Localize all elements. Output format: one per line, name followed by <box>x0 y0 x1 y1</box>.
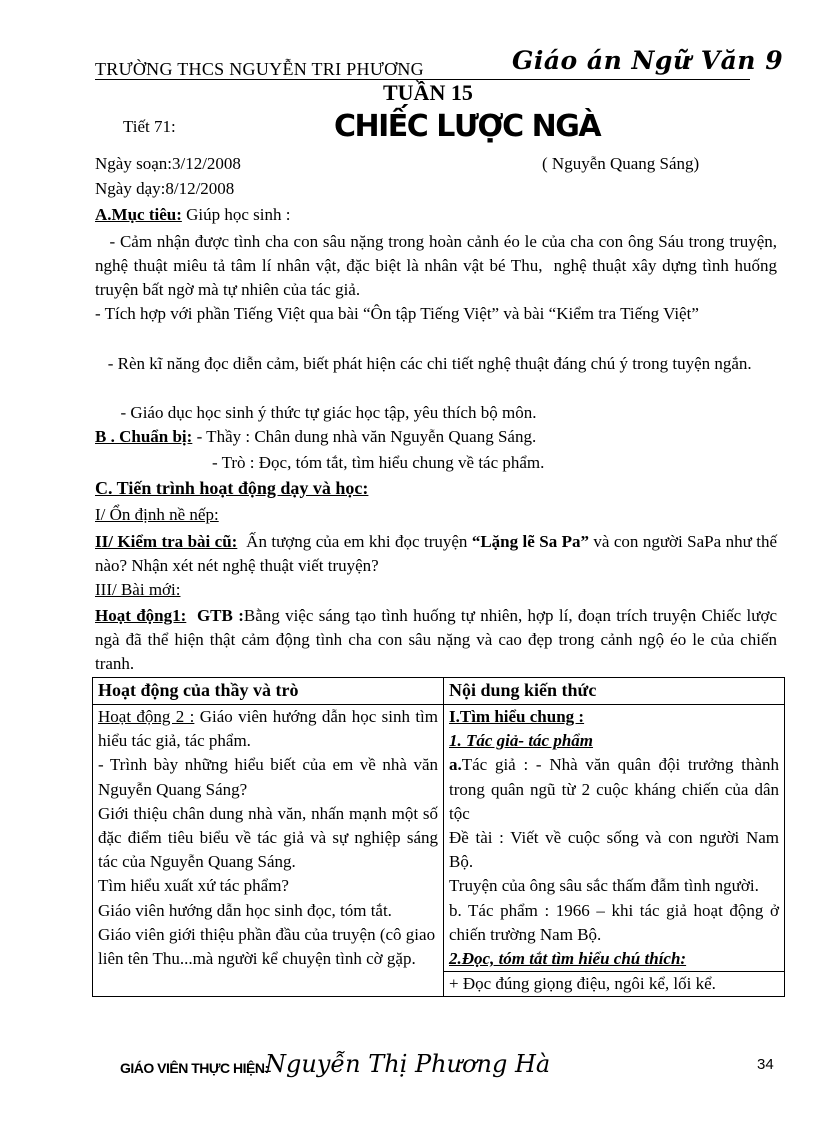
week-label: TUẦN 15 <box>383 80 473 105</box>
activity-2-text: Giáo viên hướng dẫn học sinh tìm hiểu tác giả, tác phẩm. <box>98 707 438 751</box>
process-heading: C. Tiến trình hoạt động dạy và học: <box>95 478 369 498</box>
topic-info: Đề tài : Viết về cuộc sống và con người Nam Bộ. <box>449 828 779 872</box>
step-1: I/ Ổn định nề nếp: <box>95 505 219 524</box>
objectives-intro: Giúp học sinh : <box>181 205 291 224</box>
activity-1-gtb: GTB : <box>186 606 244 625</box>
page-number: 34 <box>757 1056 774 1073</box>
activity-1-label: Hoạt động1: <box>95 606 187 625</box>
teacher-label: GIÁO VIÊN THỰC HIỆN: <box>120 1060 269 1076</box>
objective-1: - Cảm nhận được tình cha con sâu nặng trong hoàn cảnh éo le của cha con ông Sáu trong truyện, nghệ thuật miêu tả tâm lí nhân vật, đặc biệt là nhân vật bé Thu, nghệ thuật xây dựng tình huống truyện bất ngờ mà tự nhiên của tác giả. <box>95 232 782 299</box>
prepared-label: Ngày soạn: <box>95 154 172 173</box>
author-info-text: Tác giả : - Nhà văn quân đội trưởng thành trong quân ngũ từ 2 cuộc kháng chiến của dân tộc <box>449 755 779 823</box>
left-line-5: Giáo viên giới thiệu phần đầu của truyện (cô giao liên tên Thu...mà người kể chuyện tình cờ gặp. <box>98 924 436 969</box>
activity-1 <box>95 604 782 676</box>
preparation-heading: B . Chuẩn bị: <box>95 427 193 446</box>
lesson-plan-table <box>92 677 785 997</box>
activity-2-label: Hoạt động 2 : <box>98 707 195 726</box>
objectives-heading-line <box>95 205 290 225</box>
prepared-date: 3/12/2008 <box>171 154 241 173</box>
step-3: III/ Bài mới: <box>95 580 181 599</box>
header-teacher-student: Hoạt động của thầy và trò <box>93 678 444 705</box>
author-info <box>449 753 779 826</box>
objective-3: - Rèn kĩ năng đọc diễn cảm, biết phát hiện các chi tiết nghệ thuật đáng chú ý trong tuyện ngắn. <box>95 354 752 373</box>
review-text-b: và con người SaPa như thế nào? Nhận xét nét nghệ thuật viết truyện? <box>95 532 782 575</box>
story-author: ( Nguyễn Quang Sáng) <box>542 154 700 173</box>
reading-guidance: + Đọc đúng giọng điệu, ngôi kể, lối kể. <box>444 971 784 996</box>
review-paragraph <box>95 530 782 578</box>
activity-1-text: Bằng việc sáng tạo tình huống tự nhiên, hợp lí, đoạn trích truyện Chiếc lược ngà đã thể hiện thật cảm động tình cha con sâu nặng và cao đẹp trong cảnh ngộ éo le của chiến tranh. <box>95 606 782 673</box>
school-name: TRƯỜNG THCS NGUYỄN TRI PHƯƠNG <box>95 59 424 76</box>
left-line-4: Giáo viên hướng dẫn học sinh đọc, tóm tắt. <box>98 900 392 920</box>
activity-2 <box>98 705 438 753</box>
preparation-student: - Trò : Đọc, tóm tắt, tìm hiểu chung về tác phẩm. <box>212 453 545 472</box>
knowledge-cell <box>444 705 785 997</box>
left-line-1: - Trình bày những hiểu biết của em về nhà văn Nguyễn Quang Sáng? <box>98 755 438 799</box>
review-heading: II/ Kiểm tra bài cũ: <box>95 532 238 551</box>
objectives-heading: A.Mục tiêu: <box>95 205 182 224</box>
knowledge-heading-2: 1. Tác giả- tác phẩm <box>449 731 594 751</box>
preparation-teacher: - Thầy : Chân dung nhà văn Nguyễn Quang Sáng. <box>192 427 537 446</box>
review-text-a: Ấn tượng của em khi đọc truyện <box>237 532 472 551</box>
objective-4: - Giáo dục học sinh ý thức tự giác học tập, yêu thích bộ môn. <box>95 403 537 422</box>
work-info: b. Tác phẩm : 1966 – khi tác giả hoạt động ở chiến trường Nam Bộ. <box>449 900 779 944</box>
author-info-label: a. <box>449 755 462 775</box>
taught-date-line <box>95 179 234 199</box>
preparation-line <box>95 427 536 447</box>
taught-label: Ngày dạy: <box>95 179 166 198</box>
review-quote: “Lặng lẽ Sa Pa” <box>471 532 589 551</box>
activities-cell <box>93 705 444 997</box>
lesson-title: CHIẾC LƯỢC NGÀ <box>334 109 601 144</box>
left-line-3: Tìm hiểu xuất xứ tác phẩm? <box>98 876 289 896</box>
objective-2: - Tích hợp với phần Tiếng Việt qua bài “Ôn tập Tiếng Việt” và bài “Kiểm tra Tiếng Việt” <box>95 304 699 323</box>
period-label: Tiết 71: <box>123 117 176 136</box>
left-line-2: Giới thiệu chân dung nhà văn, nhấn mạnh một số đặc điểm tiêu biểu về tác giả và sự nghiệp sáng tác của Nguyễn Quang Sáng. <box>98 803 438 872</box>
knowledge-heading-1: I.Tìm hiểu chung : <box>449 707 585 726</box>
style-info: Truyện của ông sâu sắc thấm đẫm tình người. <box>449 876 759 896</box>
knowledge-heading-3: 2.Đọc, tóm tắt tìm hiểu chú thích: <box>449 949 687 969</box>
prepared-date-line <box>95 154 241 174</box>
table-row <box>93 705 785 997</box>
table-header-row <box>93 678 785 705</box>
teacher-signature: Nguyễn Thị Phương Hà <box>265 1050 551 1078</box>
header-knowledge: Nội dung kiến thức <box>444 678 785 705</box>
taught-date: 8/12/2008 <box>165 179 235 198</box>
subject-title: Giáo án Ngữ Văn 9 <box>512 46 784 75</box>
